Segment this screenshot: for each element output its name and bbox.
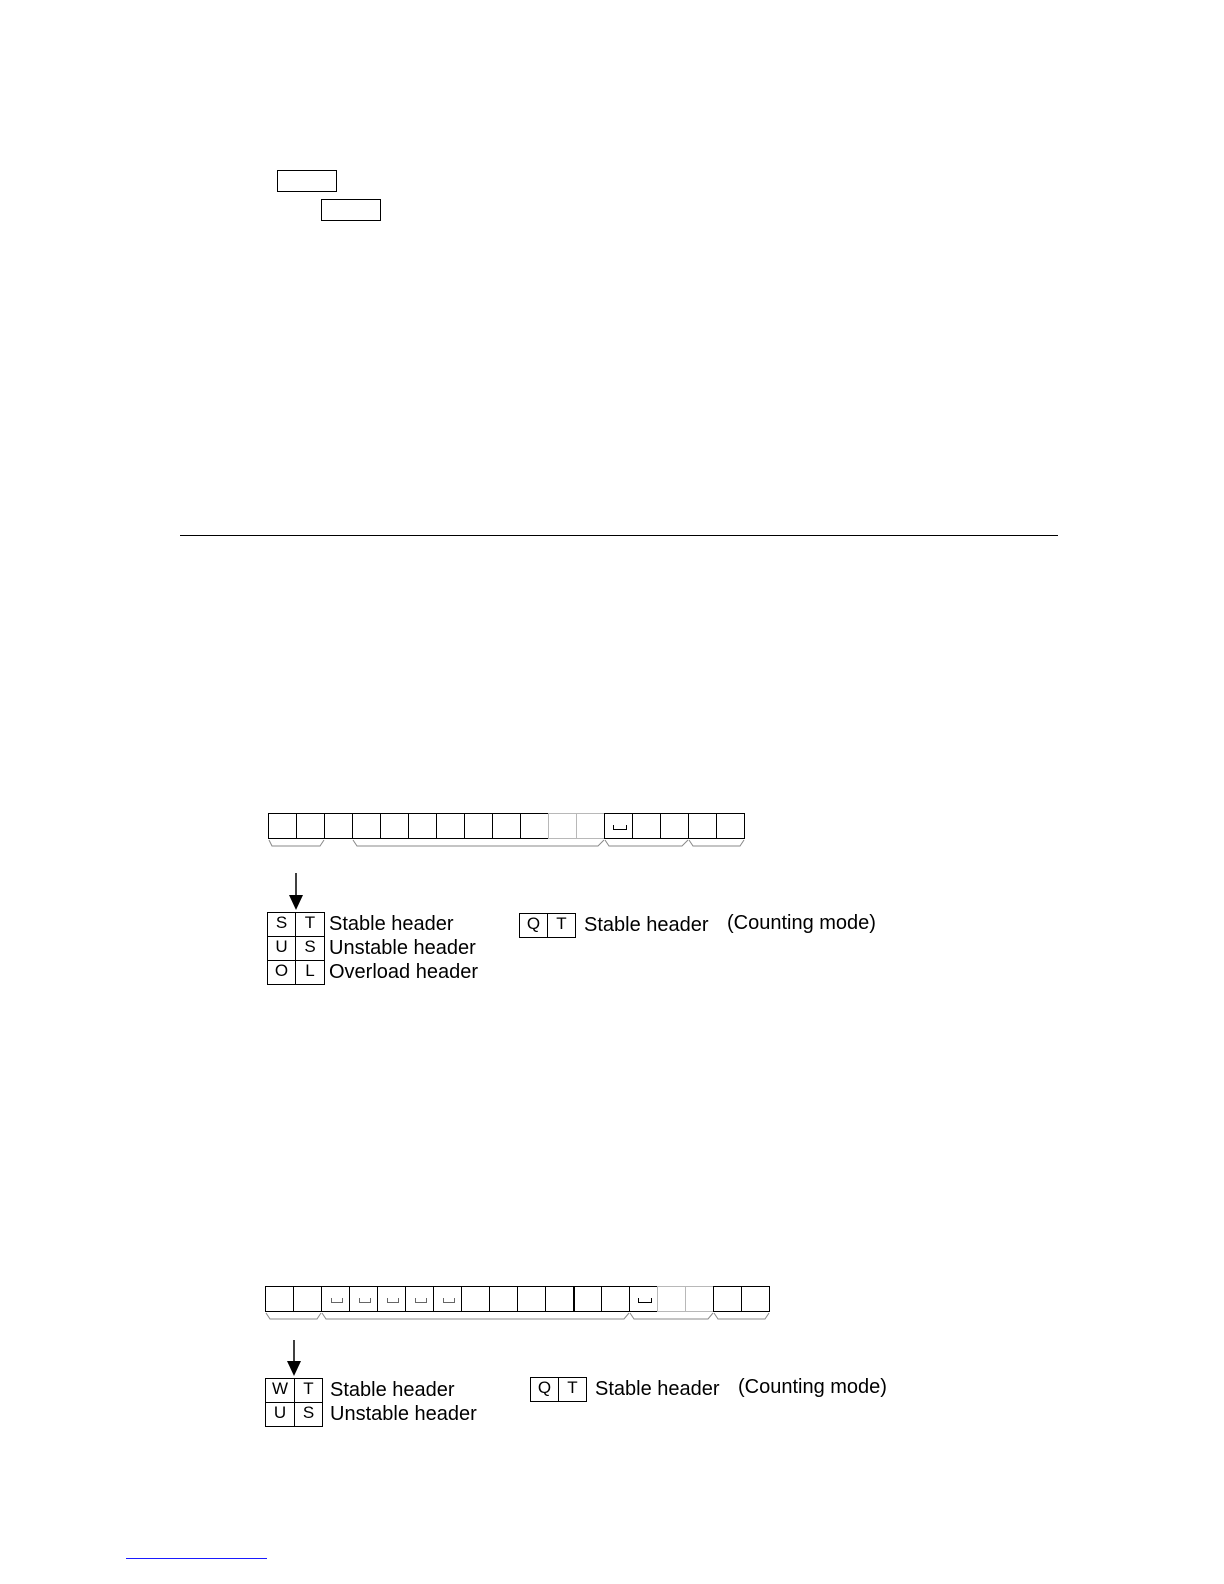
counting-mode-note: (Counting mode) — [727, 912, 876, 934]
counting-header-label: Stable header — [584, 914, 709, 936]
header-char-counting: T — [558, 1377, 587, 1402]
header-char-counting: Q — [530, 1377, 559, 1402]
header-char: S — [267, 912, 296, 937]
counting-mode-note: (Counting mode) — [738, 1376, 887, 1398]
counting-header-label: Stable header — [595, 1378, 720, 1400]
header-char: S — [295, 936, 325, 961]
header-label-stable: Stable header — [329, 913, 454, 935]
header-char: W — [265, 1378, 295, 1403]
header-char: O — [267, 960, 296, 985]
header-char: U — [265, 1402, 295, 1427]
header-char-counting: Q — [519, 913, 548, 938]
header-char: T — [295, 912, 325, 937]
header-char: U — [267, 936, 296, 961]
header-char-counting: T — [547, 913, 576, 938]
header-char: T — [294, 1378, 323, 1403]
header-label-unstable: Unstable header — [329, 937, 476, 959]
header-label-overload: Overload header — [329, 961, 478, 983]
header-char: L — [295, 960, 325, 985]
down-arrow-icon — [287, 1340, 301, 1376]
footnote-rule — [126, 1558, 267, 1559]
header-label-stable: Stable header — [330, 1379, 455, 1401]
header-char: S — [294, 1402, 323, 1427]
header-label-unstable: Unstable header — [330, 1403, 477, 1425]
